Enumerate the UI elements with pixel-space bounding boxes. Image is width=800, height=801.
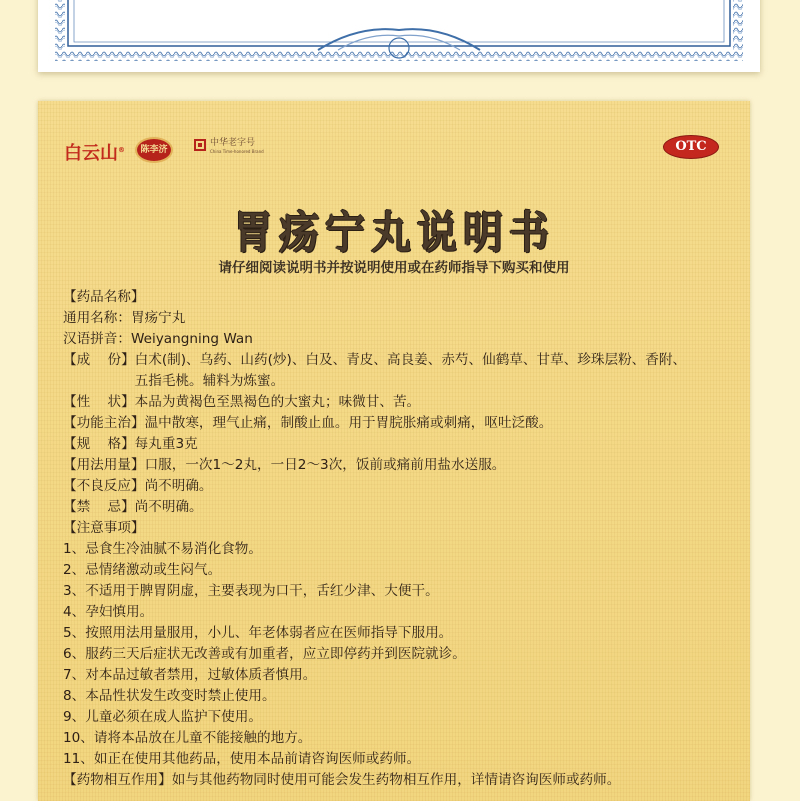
field-specification: 【规 格】 每丸重3克: [63, 436, 198, 452]
note-item: 11、如正在使用其他药品，使用本品前请咨询医师或药师。: [63, 751, 421, 767]
chenliji-seal-logo: 陈李济: [135, 137, 173, 163]
field-pinyin: 汉语拼音： Weiyangning Wan: [63, 331, 253, 347]
otc-badge: OTC: [663, 135, 719, 159]
leaflet-body: [63, 287, 743, 791]
baiyunshan-logo: 白云山®: [64, 143, 125, 164]
note-item: 1、忌食生冷油腻不易消化食物。: [63, 541, 262, 557]
field-drug-name-heading: 【药品名称】: [63, 289, 145, 305]
instruction-leaflet: [38, 101, 750, 801]
note-item: 7、对本品过敏者禁用，过敏体质者慎用。: [63, 667, 317, 683]
certificate-border-card: [38, 0, 760, 72]
field-generic-name: 通用名称： 胃疡宁丸: [63, 310, 186, 326]
note-item: 2、忌情绪激动或生闷气。: [63, 562, 222, 578]
field-drug-interactions: 【药物相互作用】 如与其他药物同时使用可能会发生药物相互作用，详情请咨询医师或药师。: [63, 772, 621, 788]
field-appearance: 【性 状】 本品为黄褐色至黑褐色的大蜜丸；味微甘、苦。: [63, 394, 421, 410]
field-contraindications: 【禁 忌】 尚不明确。: [63, 499, 203, 515]
note-item: 10、请将本品放在儿童不能接触的地方。: [63, 730, 312, 746]
document-title: 胃疡宁丸说明书: [233, 208, 555, 259]
note-item: 8、本品性状发生改变时禁止使用。: [63, 688, 276, 704]
field-adverse-reactions: 【不良反应】 尚不明确。: [63, 478, 213, 494]
notes-heading: 【注意事项】: [63, 520, 145, 536]
note-item: 6、服药三天后症状无改善或有加重者，应立即停药并到医院就诊。: [63, 646, 466, 662]
document-subtitle: 请仔细阅读说明书并按说明使用或在药师指导下购买和使用: [218, 260, 570, 276]
guilloche-border-pattern: [38, 0, 760, 72]
field-dosage: 【用法用量】 口服，一次1～2丸，一日2～3次，饭前或痛前用盐水送服。: [63, 457, 506, 473]
field-indications: 【功能主治】 温中散寒，理气止痛，制酸止血。用于胃脘胀痛或刺痛，呕吐泛酸。: [63, 415, 553, 431]
note-item: 4、孕妇慎用。: [63, 604, 154, 620]
note-item: 5、按照用法用量服用，小儿、年老体弱者应在医师指导下服用。: [63, 625, 453, 641]
note-item: 9、儿童必须在成人监护下使用。: [63, 709, 262, 725]
time-honored-brand-icon: [194, 139, 206, 151]
time-honored-brand-label: 中华老字号: [210, 138, 256, 148]
time-honored-brand-sublabel: China Time-honored Brand: [210, 149, 264, 154]
field-ingredients: 【成 份】 白术(制)、乌药、山药(炒)、白及、青皮、高良姜、赤芍、仙鹤草、甘草、珍珠层粉、香附、五指毛桃。辅料为炼蜜。: [63, 352, 687, 389]
note-item: 3、不适用于脾胃阴虚，主要表现为口干，舌红少津、大便干。: [63, 583, 439, 599]
